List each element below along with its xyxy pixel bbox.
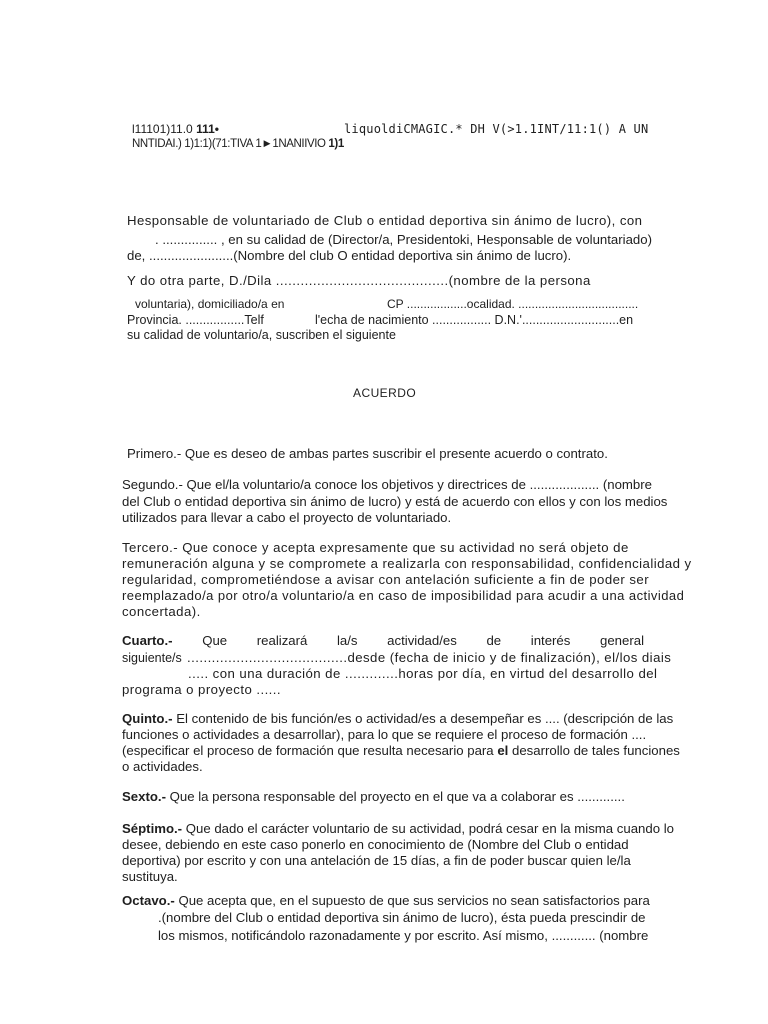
- word: realizará: [256, 633, 308, 648]
- word: actividad/es: [387, 633, 457, 648]
- clause-septimo-heading: Séptimo.-: [122, 821, 183, 836]
- party-2-line-3b: l'echa de nacimiento ................. D.N.'............................en: [315, 313, 634, 327]
- clause-quinto-text: desarrollo de tales funciones: [512, 743, 680, 758]
- header-line-1-right: liquoldiCMAGIC.* DH V(>1.1INT/11:1() A UN: [344, 122, 649, 136]
- clause-sexto-heading: Sexto.-: [122, 789, 166, 804]
- word: la/s: [337, 633, 358, 648]
- clause-cuarto-line-4: programa o proyecto ......: [122, 682, 282, 697]
- clause-tercero-line-2: remuneración alguna y se compromete a realizarla con responsabilidad, confidencialidad y: [122, 556, 692, 571]
- clause-cuarto-line-3: ..... con una duración de .............horas por día, en virtud del desarrollo del: [188, 666, 658, 681]
- clause-quinto-line-1: [122, 711, 673, 727]
- clause-quinto-heading: Quinto.-: [122, 711, 173, 726]
- clause-septimo-line-3: deportiva) por escrito y con una antelación de 15 días, a fin de poder buscar quien le/la: [122, 853, 631, 868]
- clause-octavo-line-2: .(nombre del Club o entidad deportiva sin ánimo de lucro), ésta pueda prescindir de: [158, 910, 646, 925]
- clause-octavo-text: Que acepta que, en el supuesto de que sus servicios no sean satisfactorios para: [178, 893, 650, 908]
- clause-cuarto-heading: Cuarto.-: [122, 633, 173, 648]
- clause-quinto-text: (especificar el proceso de formación que resulta necesario para: [122, 743, 494, 758]
- party-2-line-2a: voluntaria), domiciliado/a en: [135, 297, 285, 311]
- clause-segundo-line-2: del Club o entidad deportiva sin ánimo de lucro) y está de acuerdo con ellos y con los medios: [122, 494, 668, 509]
- clause-quinto-text: El contenido de bis función/es o actividad/es a desempeñar es .... (descripción de las: [176, 711, 674, 726]
- clause-octavo-line-1: [122, 893, 650, 909]
- party-1-line-3: de, .......................(Nombre del club O entidad deportiva sin ánimo de lucro).: [127, 248, 572, 263]
- header-code: l11101)11.0: [132, 122, 193, 136]
- word: interés: [530, 633, 571, 648]
- clause-septimo-line-1: [122, 821, 674, 837]
- clause-quinto-line-3: [122, 743, 680, 759]
- clause-quinto-line-2: funciones o actividades a desarrollar), para lo que se requiere el proceso de formación ....: [122, 727, 647, 742]
- clause-sexto: [122, 789, 625, 805]
- clause-septimo-line-4: sustituya.: [122, 869, 178, 884]
- header-line-2-text: NNTIDAI.) 1)1:1)(71:TIVA 1►1NANIIVIO: [132, 138, 326, 150]
- clause-quinto-line-4: o actividades.: [122, 759, 203, 774]
- clause-septimo-text: Que dado el carácter voluntario de su actividad, podrá cesar en la misma cuando lo: [185, 821, 674, 836]
- clause-septimo-line-2: desee, debiendo en este caso ponerlo en conocimiento de (Nombre del Club o entidad: [122, 837, 629, 852]
- party-2-line-4: su calidad de voluntario/a, suscriben el siguiente: [127, 328, 396, 342]
- clause-tercero-line-1: Tercero.- Que conoce y acepta expresamente que su actividad no será objeto de: [122, 540, 629, 555]
- header-line-2-bold: 1)1: [328, 138, 344, 150]
- clause-octavo-heading: Octavo.-: [122, 893, 175, 908]
- clause-primero: Primero.- Que es deseo de ambas partes suscribir el presente acuerdo o contrato.: [127, 446, 608, 461]
- header-code-bold: 111•: [196, 122, 219, 136]
- clause-sexto-text: Que la persona responsable del proyecto en el que va a colaborar es .............: [169, 789, 625, 804]
- header-line-1-left: [132, 121, 219, 137]
- party-1-line-2: . ............... , en su calidad de (Director/a, Presidentoki, Hesponsable de voluntariado): [155, 232, 652, 247]
- word: general: [600, 633, 644, 648]
- header-line-2: [132, 136, 344, 152]
- party-2-line-3a: Provincia. .................Telf: [127, 313, 264, 327]
- party-2-line-2b: CP ..................ocalidad. ....................................: [387, 297, 639, 311]
- clause-tercero-line-5: concertada).: [122, 604, 201, 619]
- clause-segundo-line-3: utilizados para llevar a cabo el proyecto de voluntariado.: [122, 510, 452, 525]
- clause-cuarto-line-1: [122, 633, 644, 649]
- clause-cuarto-line-2a: siguiente/s: [122, 651, 182, 665]
- clause-octavo-line-3: los mismos, notificándolo razonadamente y por escrito. Así mismo, ............ (nombre: [158, 928, 649, 943]
- document-title: ACUERDO: [353, 386, 417, 400]
- party-2-line-1: Y do otra parte, D./Dila ..........................................(nombre de la persona: [127, 273, 591, 288]
- clause-segundo-line-1: Segundo.- Que el/la voluntario/a conoce los objetivos y directrices de ................... (nombre: [122, 477, 652, 492]
- word: de: [486, 633, 502, 648]
- clause-tercero-line-4: reemplazado/a por otro/a voluntario/a en caso de imposibilidad para acudir a una actividad: [122, 588, 685, 603]
- word: Que: [202, 633, 228, 648]
- clause-cuarto-line-2b: .......................................desde (fecha de inicio y de finalización), el/los diais: [187, 650, 672, 665]
- clause-tercero-line-3: regularidad, comprometiéndose a avisar con antelación suficiente a fin de poder ser: [122, 572, 650, 587]
- clause-quinto-bold-word: el: [497, 743, 509, 758]
- party-1-line-1: Hesponsable de voluntariado de Club o entidad deportiva sin ánimo de lucro), con: [127, 213, 643, 228]
